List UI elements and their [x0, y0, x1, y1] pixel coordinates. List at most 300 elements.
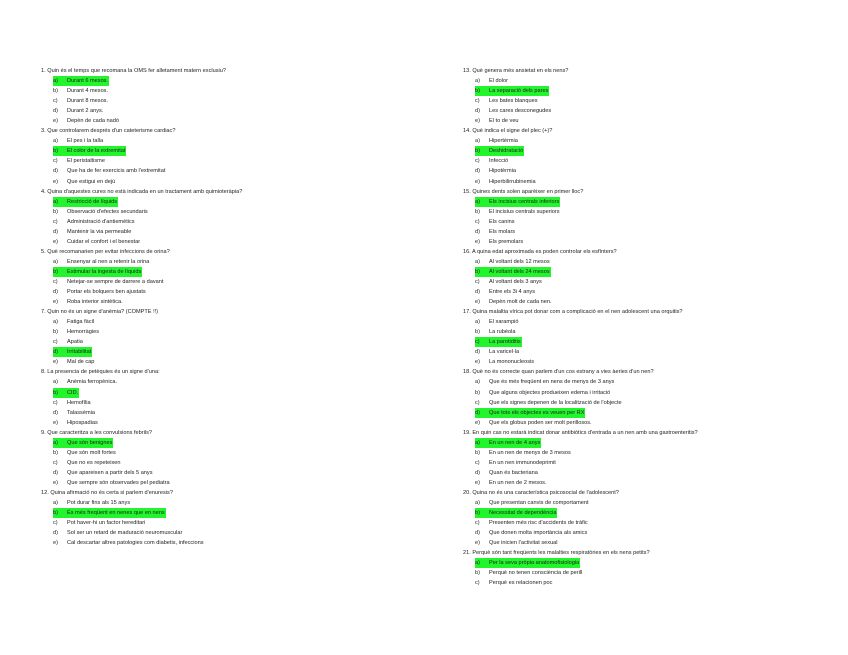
option-text: Que ha de fer exercicis amb l'extremitat	[67, 168, 166, 175]
option-letter: d)	[53, 530, 58, 537]
option-text: Hiperbilirrubinemia	[489, 178, 536, 185]
answer-option	[463, 227, 773, 237]
option-content	[475, 259, 551, 265]
option-text: Al voltant dels 24 mesos	[489, 268, 550, 275]
option-content	[53, 329, 100, 335]
option-text: Mantenir la via permeable	[67, 228, 132, 235]
answer-option	[463, 207, 773, 217]
option-content	[53, 267, 142, 277]
option-letter: e)	[475, 419, 480, 426]
option-text: Portar els bolquers ben ajustats	[67, 289, 146, 296]
option-content	[53, 450, 117, 456]
option-letter: b)	[53, 510, 58, 517]
option-text: En un nen de 2 mesos.	[489, 479, 547, 486]
question-title: 15. Quines dents solen aparèixer en primer lloc?	[463, 188, 584, 195]
option-content	[475, 390, 611, 396]
answer-option	[463, 528, 773, 538]
option-content	[475, 267, 551, 277]
option-letter: b)	[475, 268, 480, 275]
option-text: Talassèmia	[67, 409, 95, 416]
option-letter: c)	[53, 339, 58, 346]
option-letter: b)	[475, 88, 480, 95]
option-content	[475, 337, 522, 347]
option-text: Quan és bacteriana	[489, 469, 538, 476]
option-letter: d)	[53, 289, 58, 296]
answer-option	[463, 498, 773, 508]
option-content	[475, 179, 537, 185]
answer-option-highlighted	[463, 267, 773, 277]
option-text: Les bates blanques	[489, 98, 538, 105]
option-letter: a)	[475, 258, 480, 265]
option-letter: a)	[475, 319, 480, 326]
question-block	[463, 428, 773, 488]
option-content	[53, 540, 205, 546]
option-letter: b)	[53, 449, 58, 456]
option-letter: e)	[475, 238, 480, 245]
answer-option-highlighted	[463, 408, 773, 418]
answer-option	[41, 398, 371, 408]
option-content	[53, 76, 109, 86]
option-text: Que presentan canvis de comportament	[489, 500, 589, 507]
option-text: Sol ser un retard de maduració neuromuscular	[67, 530, 183, 537]
option-content	[53, 239, 141, 245]
option-content	[475, 480, 548, 486]
option-letter: d)	[475, 469, 480, 476]
answer-option	[41, 136, 371, 146]
answer-option	[41, 106, 371, 116]
option-letter: e)	[53, 178, 58, 185]
answer-option	[463, 217, 773, 227]
option-text: Entre els 3i 4 anys	[489, 289, 536, 296]
option-letter: a)	[475, 78, 480, 85]
option-letter: b)	[475, 510, 480, 517]
option-letter: d)	[475, 409, 480, 416]
question-block	[463, 367, 773, 427]
option-content	[475, 420, 593, 426]
answer-option-highlighted	[41, 388, 371, 398]
answer-option	[41, 237, 371, 247]
answer-option-highlighted	[463, 438, 773, 448]
option-content	[53, 179, 116, 185]
answer-option-highlighted	[41, 267, 371, 277]
answer-option-highlighted	[41, 347, 371, 357]
option-letter: d)	[475, 349, 480, 356]
answer-option	[41, 177, 371, 187]
question-block	[41, 66, 371, 126]
question-title: 21. Perquè són tant freqüents les malalties respiratòries en els nens petits?	[463, 550, 650, 557]
answer-option-highlighted	[41, 438, 371, 448]
answer-option-highlighted	[463, 197, 773, 207]
option-letter: b)	[53, 268, 58, 275]
option-letter: e)	[53, 419, 58, 426]
option-content	[53, 438, 113, 448]
option-content	[475, 450, 572, 456]
question-block	[41, 488, 371, 548]
answer-option	[41, 408, 371, 418]
option-content	[475, 329, 516, 335]
option-content	[475, 349, 520, 355]
answer-option	[41, 96, 371, 106]
option-letter: b)	[53, 88, 58, 95]
option-letter: d)	[475, 228, 480, 235]
option-letter: b)	[475, 329, 480, 336]
option-letter: a)	[53, 439, 58, 446]
option-letter: c)	[475, 218, 480, 225]
question-block	[41, 307, 371, 367]
answer-option	[41, 317, 371, 327]
option-letter: b)	[53, 148, 58, 155]
option-letter: c)	[53, 459, 58, 466]
option-text: Al voltant dels 3 anys	[489, 278, 542, 285]
option-content	[53, 88, 109, 94]
option-content	[475, 570, 583, 576]
option-text: La mononucleosis	[489, 359, 535, 366]
answer-option-highlighted	[41, 76, 371, 86]
option-text: Hipotèrmia	[489, 168, 517, 175]
option-content	[475, 146, 524, 156]
option-letter: e)	[475, 479, 480, 486]
answer-option	[41, 458, 371, 468]
option-content	[53, 339, 84, 345]
option-text: Que apareixen a partir dels 5 anys	[67, 469, 153, 476]
option-content	[475, 438, 541, 448]
option-content	[475, 86, 549, 96]
question-block	[463, 488, 773, 548]
option-letter: a)	[53, 379, 58, 386]
option-text: El peristaltisme	[67, 158, 105, 165]
option-letter: c)	[475, 278, 480, 285]
option-text: Ensenyar al nen a retenir la orina	[67, 258, 150, 265]
option-content	[475, 209, 561, 215]
question-block	[41, 247, 371, 307]
option-letter: d)	[53, 409, 58, 416]
answer-option	[463, 317, 773, 327]
option-content	[475, 98, 539, 104]
answer-option	[41, 116, 371, 126]
option-content	[475, 580, 553, 586]
option-content	[53, 168, 166, 174]
option-letter: a)	[475, 500, 480, 507]
option-content	[475, 400, 623, 406]
question-title: 19. En quin cas no estarà indicat donar antibiòtics d'entrada a un nen amb una gastroenteritis?	[463, 429, 698, 436]
option-content	[53, 289, 147, 295]
answer-option	[41, 297, 371, 307]
option-letter: b)	[53, 389, 58, 396]
answer-option-highlighted	[463, 337, 773, 347]
option-text: Mal de cap	[67, 359, 95, 366]
option-letter: a)	[475, 379, 480, 386]
question-title: 12. Quina afirmació no és certa si parlem d'enuresis?	[41, 489, 173, 496]
option-letter: e)	[53, 238, 58, 245]
answer-option	[41, 448, 371, 458]
option-content	[53, 520, 146, 526]
answer-option	[41, 287, 371, 297]
answer-option	[41, 207, 371, 217]
answer-option	[463, 578, 773, 588]
option-content	[53, 118, 120, 124]
question-block	[41, 126, 371, 186]
option-letter: e)	[475, 178, 480, 185]
option-content	[475, 168, 517, 174]
answer-option	[463, 136, 773, 146]
option-letter: a)	[53, 500, 58, 507]
option-text: El dolor	[489, 78, 508, 85]
option-content	[475, 540, 559, 546]
question-title: 1. Quin és el temps que recomana la OMS fer alletament matern exclusiu?	[41, 68, 226, 74]
option-content	[53, 379, 118, 385]
option-letter: c)	[475, 520, 480, 527]
option-text: La parotiditis	[489, 339, 521, 346]
option-letter: d)	[475, 289, 480, 296]
answer-option	[463, 518, 773, 528]
option-text: El incisius centrals superiors	[489, 208, 560, 215]
question-block	[463, 66, 773, 126]
option-content	[475, 239, 524, 245]
answer-option	[463, 538, 773, 548]
answer-option	[463, 377, 773, 387]
question-title: 17. Quina malaltia vírica pot donar com a complicació en el nen adolescent una orquitis?	[463, 309, 683, 316]
answer-option	[463, 388, 773, 398]
option-text: Deshidratació	[489, 148, 524, 155]
option-letter: a)	[53, 138, 58, 145]
option-content	[475, 460, 557, 466]
question-title: 4. Quina d'aquestes cures no està indicada en un tractament amb quimioteràpia?	[41, 188, 243, 195]
right-column	[463, 66, 773, 588]
option-content	[53, 410, 96, 416]
option-content	[53, 359, 95, 365]
answer-option-highlighted	[463, 558, 773, 568]
option-text: Hipospadias	[67, 419, 98, 426]
option-letter: b)	[475, 570, 480, 577]
answer-option	[41, 217, 371, 227]
option-text: Cuidar el confort i el benestar	[67, 238, 141, 245]
option-letter: b)	[475, 449, 480, 456]
option-letter: d)	[53, 228, 58, 235]
answer-option-highlighted	[41, 146, 371, 156]
option-text: Cal descartar altres patologies com diabetis, infeccions	[67, 540, 204, 547]
option-text: Que són molt fortes	[67, 449, 116, 456]
question-title: 20. Quina no és una característica psicosocial de l'adolescent?	[463, 489, 619, 496]
option-content	[53, 500, 131, 506]
question-title: 16. A quina edat aproximada es poden controlar els esfínters?	[463, 248, 617, 255]
option-content	[53, 299, 124, 305]
question-title: 13. Què genera més ansietat en els nens?	[463, 68, 569, 74]
option-letter: c)	[475, 339, 480, 346]
option-letter: e)	[475, 299, 480, 306]
option-text: La rubèola	[489, 329, 516, 336]
option-content	[475, 508, 557, 518]
option-content	[475, 319, 520, 325]
option-letter: e)	[475, 359, 480, 366]
option-content	[475, 279, 543, 285]
option-letter: b)	[475, 389, 480, 396]
answer-option	[463, 96, 773, 106]
option-content	[475, 299, 553, 305]
option-letter: e)	[53, 540, 58, 547]
option-letter: d)	[53, 469, 58, 476]
option-letter: a)	[53, 258, 58, 265]
answer-option	[41, 538, 371, 548]
option-letter: e)	[475, 118, 480, 125]
option-text: Irritabilitat	[67, 349, 92, 356]
question-block	[41, 367, 371, 427]
option-content	[53, 98, 109, 104]
option-text: Que donen molta importància als amics	[489, 530, 588, 537]
option-text: Pot haver-hi un factor hereditari	[67, 520, 146, 527]
option-text: Que són benignes	[67, 439, 113, 446]
answer-option	[41, 418, 371, 428]
option-content	[53, 197, 118, 207]
option-letter: c)	[53, 218, 58, 225]
option-content	[475, 289, 536, 295]
option-letter: a)	[53, 319, 58, 326]
option-text: Durant 4 mesos.	[67, 88, 109, 95]
option-text: Els incisius centrals inferiors	[489, 198, 560, 205]
option-letter: c)	[475, 98, 480, 105]
answer-option	[463, 297, 773, 307]
option-text: La separació dels pares	[489, 88, 549, 95]
question-block	[41, 187, 371, 247]
option-letter: d)	[475, 108, 480, 115]
option-text: Anèmia ferropènica.	[67, 379, 118, 386]
answer-option	[41, 468, 371, 478]
option-text: Hemorràgies	[67, 329, 100, 336]
option-content	[475, 219, 516, 225]
option-text: Fatiga fàcil	[67, 319, 95, 326]
question-block	[463, 548, 773, 588]
option-letter: c)	[53, 158, 58, 165]
option-content	[53, 108, 104, 114]
option-letter: e)	[53, 359, 58, 366]
question-title: 8. La presencia de petèquies és un signe d'una:	[41, 369, 160, 376]
option-text: Perquè no tenen consciència de perill	[489, 570, 583, 577]
answer-option-highlighted	[463, 146, 773, 156]
option-text: En un nen de menys de 3 mesos	[489, 449, 571, 456]
answer-option-highlighted	[463, 86, 773, 96]
option-content	[475, 359, 535, 365]
option-text: Al voltant dels 12 mesos	[489, 258, 550, 265]
answer-option	[41, 86, 371, 96]
question-title: 3. Que controlarem després d'un cateterisme cardiac?	[41, 128, 176, 135]
option-content	[475, 530, 588, 536]
option-content	[475, 158, 509, 164]
option-text: El xarampió	[489, 319, 519, 326]
answer-option	[41, 337, 371, 347]
option-letter: b)	[475, 148, 480, 155]
option-text: Que no es repeteixen	[67, 459, 121, 466]
option-content	[475, 197, 560, 207]
answer-option	[463, 327, 773, 337]
option-letter: b)	[53, 329, 58, 336]
option-content	[475, 78, 509, 84]
option-letter: a)	[53, 78, 58, 85]
option-content	[475, 138, 519, 144]
answer-option	[463, 287, 773, 297]
option-text: Restricció de líquids	[67, 198, 118, 205]
option-letter: e)	[53, 479, 58, 486]
option-text: Infecció	[489, 158, 509, 165]
option-content	[53, 480, 171, 486]
option-letter: c)	[475, 158, 480, 165]
option-content	[475, 470, 539, 476]
answer-option	[41, 498, 371, 508]
question-block	[41, 428, 371, 488]
question-title: 7. Quin no és un signe d'anèmia? (COMPTE !!)	[41, 309, 159, 316]
option-content	[475, 500, 590, 506]
option-text: Depèn de cada nadó	[67, 118, 119, 125]
option-letter: b)	[53, 208, 58, 215]
option-content	[475, 520, 589, 526]
option-letter: c)	[475, 399, 480, 406]
option-text: Que és més freqüent en nens de menys de 3 anys	[489, 379, 615, 386]
option-letter: e)	[53, 118, 58, 125]
answer-option	[463, 347, 773, 357]
option-text: Hipertèrmia	[489, 138, 518, 145]
option-content	[475, 558, 580, 568]
answer-option	[41, 528, 371, 538]
question-block	[463, 126, 773, 186]
option-letter: b)	[475, 208, 480, 215]
option-content	[475, 379, 615, 385]
option-text: Que inicien l'activitat sexual	[489, 540, 558, 547]
option-content	[53, 209, 149, 215]
answer-option	[41, 227, 371, 237]
option-text: En un nen de 4 anys	[489, 439, 541, 446]
option-text: Roba interior sintètica.	[67, 299, 123, 306]
option-text: És més freqüent en nenes que en nens	[67, 510, 165, 517]
option-text: Que sempre són observades pel pediatra	[67, 479, 170, 486]
left-column	[41, 66, 371, 548]
option-text: Presenten més risc d'accidents de tràfic	[489, 520, 588, 527]
option-content	[53, 470, 154, 476]
option-letter: c)	[475, 459, 480, 466]
option-text: Durant 2 anys.	[67, 108, 104, 115]
option-content	[475, 118, 520, 124]
option-letter: d)	[475, 168, 480, 175]
option-text: El pes i la talla	[67, 138, 104, 145]
answer-option-highlighted	[41, 508, 371, 518]
answer-option	[463, 448, 773, 458]
option-content	[475, 229, 516, 235]
option-text: El color de la extremitat	[67, 148, 126, 155]
option-text: Estimular la ingesta de líquids	[67, 268, 142, 275]
option-text: Les cares desconegudes	[489, 108, 552, 115]
answer-option	[463, 166, 773, 176]
question-block	[463, 307, 773, 367]
option-text: Durant 8 mesos.	[67, 98, 109, 105]
answer-option-highlighted	[41, 197, 371, 207]
option-content	[53, 219, 136, 225]
option-letter: e)	[53, 299, 58, 306]
answer-option	[463, 357, 773, 367]
answer-option	[41, 327, 371, 337]
answer-option	[41, 357, 371, 367]
option-letter: a)	[475, 198, 480, 205]
option-letter: a)	[475, 560, 480, 567]
option-content	[53, 400, 92, 406]
option-letter: c)	[53, 520, 58, 527]
option-text: Que tots els objectes es veuen per RX	[489, 409, 585, 416]
option-letter: c)	[53, 98, 58, 105]
option-content	[53, 146, 126, 156]
option-content	[53, 347, 92, 357]
option-text: Els molars	[489, 228, 516, 235]
answer-option	[41, 377, 371, 387]
option-content	[53, 420, 99, 426]
option-content	[53, 319, 95, 325]
option-text: Netejar-se sempre de darrere a davant	[67, 278, 164, 285]
answer-option	[463, 106, 773, 116]
